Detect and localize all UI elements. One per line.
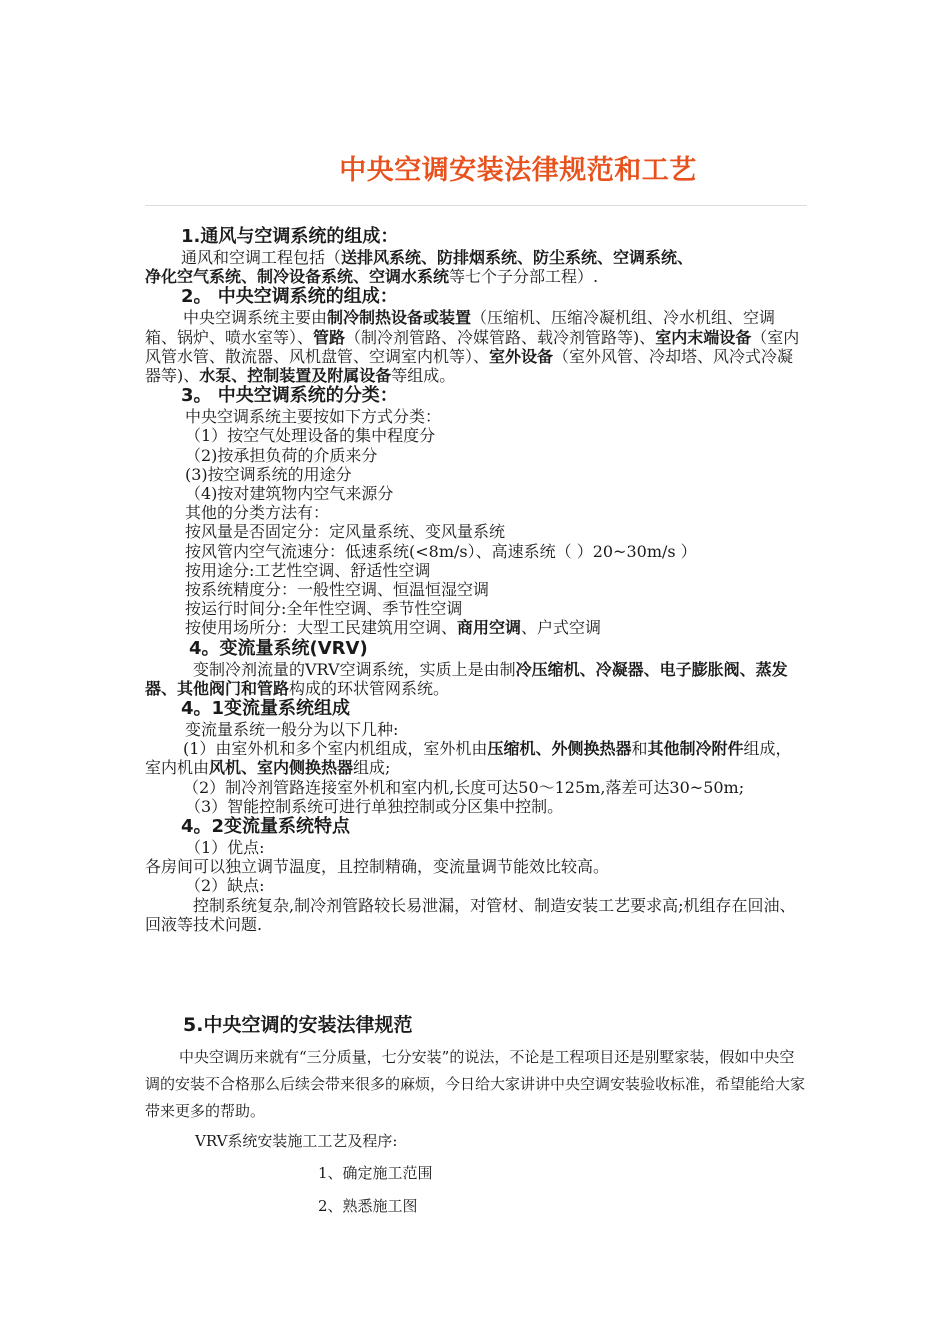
composition-item: （3）智能控制系统可进行单独控制或分区集中控制。 xyxy=(185,796,564,816)
disadvantages-text: 控制系统复杂,制冷剂管路较长易泄漏，对管材、制造安装工艺要求高;机组存在回油、回液等技术问题. xyxy=(145,895,796,934)
advantages-text: 各房间可以独立调节温度，且控制精确，变流量调节能效比较高。 xyxy=(145,857,610,877)
section-1-paragraph-cont xyxy=(145,267,807,286)
text-span: （制冷剂管路、冷媒管路、载冷剂管路等)、 xyxy=(345,327,656,347)
text-span: （室外风管、冷却塔、风冷式冷凝器等)、 xyxy=(145,346,794,386)
bold-span: 商用空调 xyxy=(457,618,522,638)
title-divider xyxy=(145,205,807,206)
other-methods-label: 其他的分类方法有： xyxy=(185,503,330,523)
text-span: 组成; xyxy=(353,758,391,778)
bold-span: 净化空气系统、制冷设备系统、空调水系统 xyxy=(145,267,450,287)
bold-span: 压缩机、外侧换热器 xyxy=(487,739,632,759)
vrv-procedure-label: VRV系统安装施工工艺及程序: xyxy=(195,1132,398,1150)
other-method: 按运行时间分:全年性空调、季节性空调 xyxy=(185,599,463,619)
bold-span: 室外设备 xyxy=(489,346,554,366)
bold-span: 其他制冷附件 xyxy=(647,739,744,759)
bold-span: 制冷制热设备或装置 xyxy=(327,308,472,328)
document-body xyxy=(145,226,807,934)
section-4-heading: 4。变流量系统(VRV) xyxy=(189,637,368,659)
other-method: 按系统精度分：一般性空调、恒温恒湿空调 xyxy=(185,580,490,600)
section-1-paragraph xyxy=(145,248,807,267)
classification-item: （4)按对建筑物内空气来源分 xyxy=(185,484,394,504)
document-title: 中央空调安装法律规范和工艺 xyxy=(339,155,697,186)
text-span: 按使用场所分：大型工民建筑用空调、 xyxy=(185,618,458,638)
classification-item: (3)按空调系统的用途分 xyxy=(185,464,352,484)
section-4-2-heading: 4。2变流量系统特点 xyxy=(181,816,351,838)
section-4-1-heading: 4。1变流量系统组成 xyxy=(181,698,351,720)
section-3-heading: 3。 中央空调系统的分类： xyxy=(181,385,398,407)
classification-item: （2)按承担负荷的介质来分 xyxy=(185,445,378,465)
bold-span: 水泵、控制装置及附属设备 xyxy=(199,366,392,386)
text-span: 、户式空调 xyxy=(521,618,602,638)
text-span: 中央空调系统主要由 xyxy=(183,308,328,328)
text-span: 组成，室内机由 xyxy=(145,739,792,778)
text-span: 通风和空调工程包括（ xyxy=(181,248,342,267)
section-2-paragraph xyxy=(145,308,807,385)
text-span: 构成的环状管网系统。 xyxy=(289,678,450,698)
section-3-intro: 中央空调系统主要按如下方式分类： xyxy=(185,407,442,427)
text-span: （室内风管水管、散流器、风机盘管、空调室内机等）、 xyxy=(145,327,800,366)
text-span: （压缩机、压缩冷凝机组、冷水机组、空调箱、锅炉、喷水室等）、 xyxy=(145,308,776,347)
bold-span: 管路 xyxy=(313,327,346,347)
bold-span: 冷压缩机、冷凝器、电子膨胀阀、蒸发器、其他阀门和管路 xyxy=(145,659,788,698)
procedure-step: 2、熟悉施工图 xyxy=(318,1197,418,1215)
other-method xyxy=(145,618,807,637)
disadvantages-label: （2）缺点: xyxy=(185,876,265,896)
other-method: 按风量是否固定分：定风量系统、变风量系统 xyxy=(185,522,506,542)
text-span: 等七个子分部工程）. xyxy=(449,267,599,287)
text-span: 和 xyxy=(631,739,648,759)
section-4-paragraph xyxy=(145,660,807,698)
text-span: 变制冷剂流量的VRV空调系统，实质上是由制 xyxy=(193,659,516,679)
other-method: 按用途分:工艺性空调、舒适性空调 xyxy=(185,560,431,580)
section-5-intro: 中央空调历来就有“三分质量，七分安装”的说法，不论是工程项目还是别墅家装，假如中央空调的安装不合格那么后续会带来很多的麻烦，今日给大家讲讲中央空调安装验收标准，希望能给大家带来更多的帮助。 xyxy=(145,1048,806,1120)
advantages-label: （1）优点: xyxy=(185,838,265,858)
section-2-heading: 2。 中央空调系统的组成： xyxy=(181,286,398,308)
bold-span: 送排风系统、防排烟系统、防尘系统、空调系统、 xyxy=(341,248,694,267)
text-span: (1）由室外机和多个室内机组成，室外机由 xyxy=(183,739,488,759)
section-5-heading: 5.中央空调的安装法律规范 xyxy=(183,1014,413,1036)
other-method: 按风管内空气流速分：低速系统(<8m/s）、高速系统（ ）20~30m/s ） xyxy=(185,541,697,561)
section-1-heading: 1.通风与空调系统的组成： xyxy=(181,226,399,247)
bold-span: 室内末端设备 xyxy=(655,327,752,347)
bold-span: 风机、室内侧换热器 xyxy=(209,758,354,778)
section-4-1-intro: 变流量系统一般分为以下几种: xyxy=(185,720,399,740)
classification-item: （1）按空气处理设备的集中程度分 xyxy=(185,426,436,446)
composition-item xyxy=(145,739,807,777)
text-span: 等组成。 xyxy=(391,366,456,386)
procedure-step: 1、确定施工范围 xyxy=(318,1164,433,1182)
composition-item: （2）制冷剂管路连接室外机和室内机,长度可达50～125m,落差可达30~50m; xyxy=(183,777,745,797)
